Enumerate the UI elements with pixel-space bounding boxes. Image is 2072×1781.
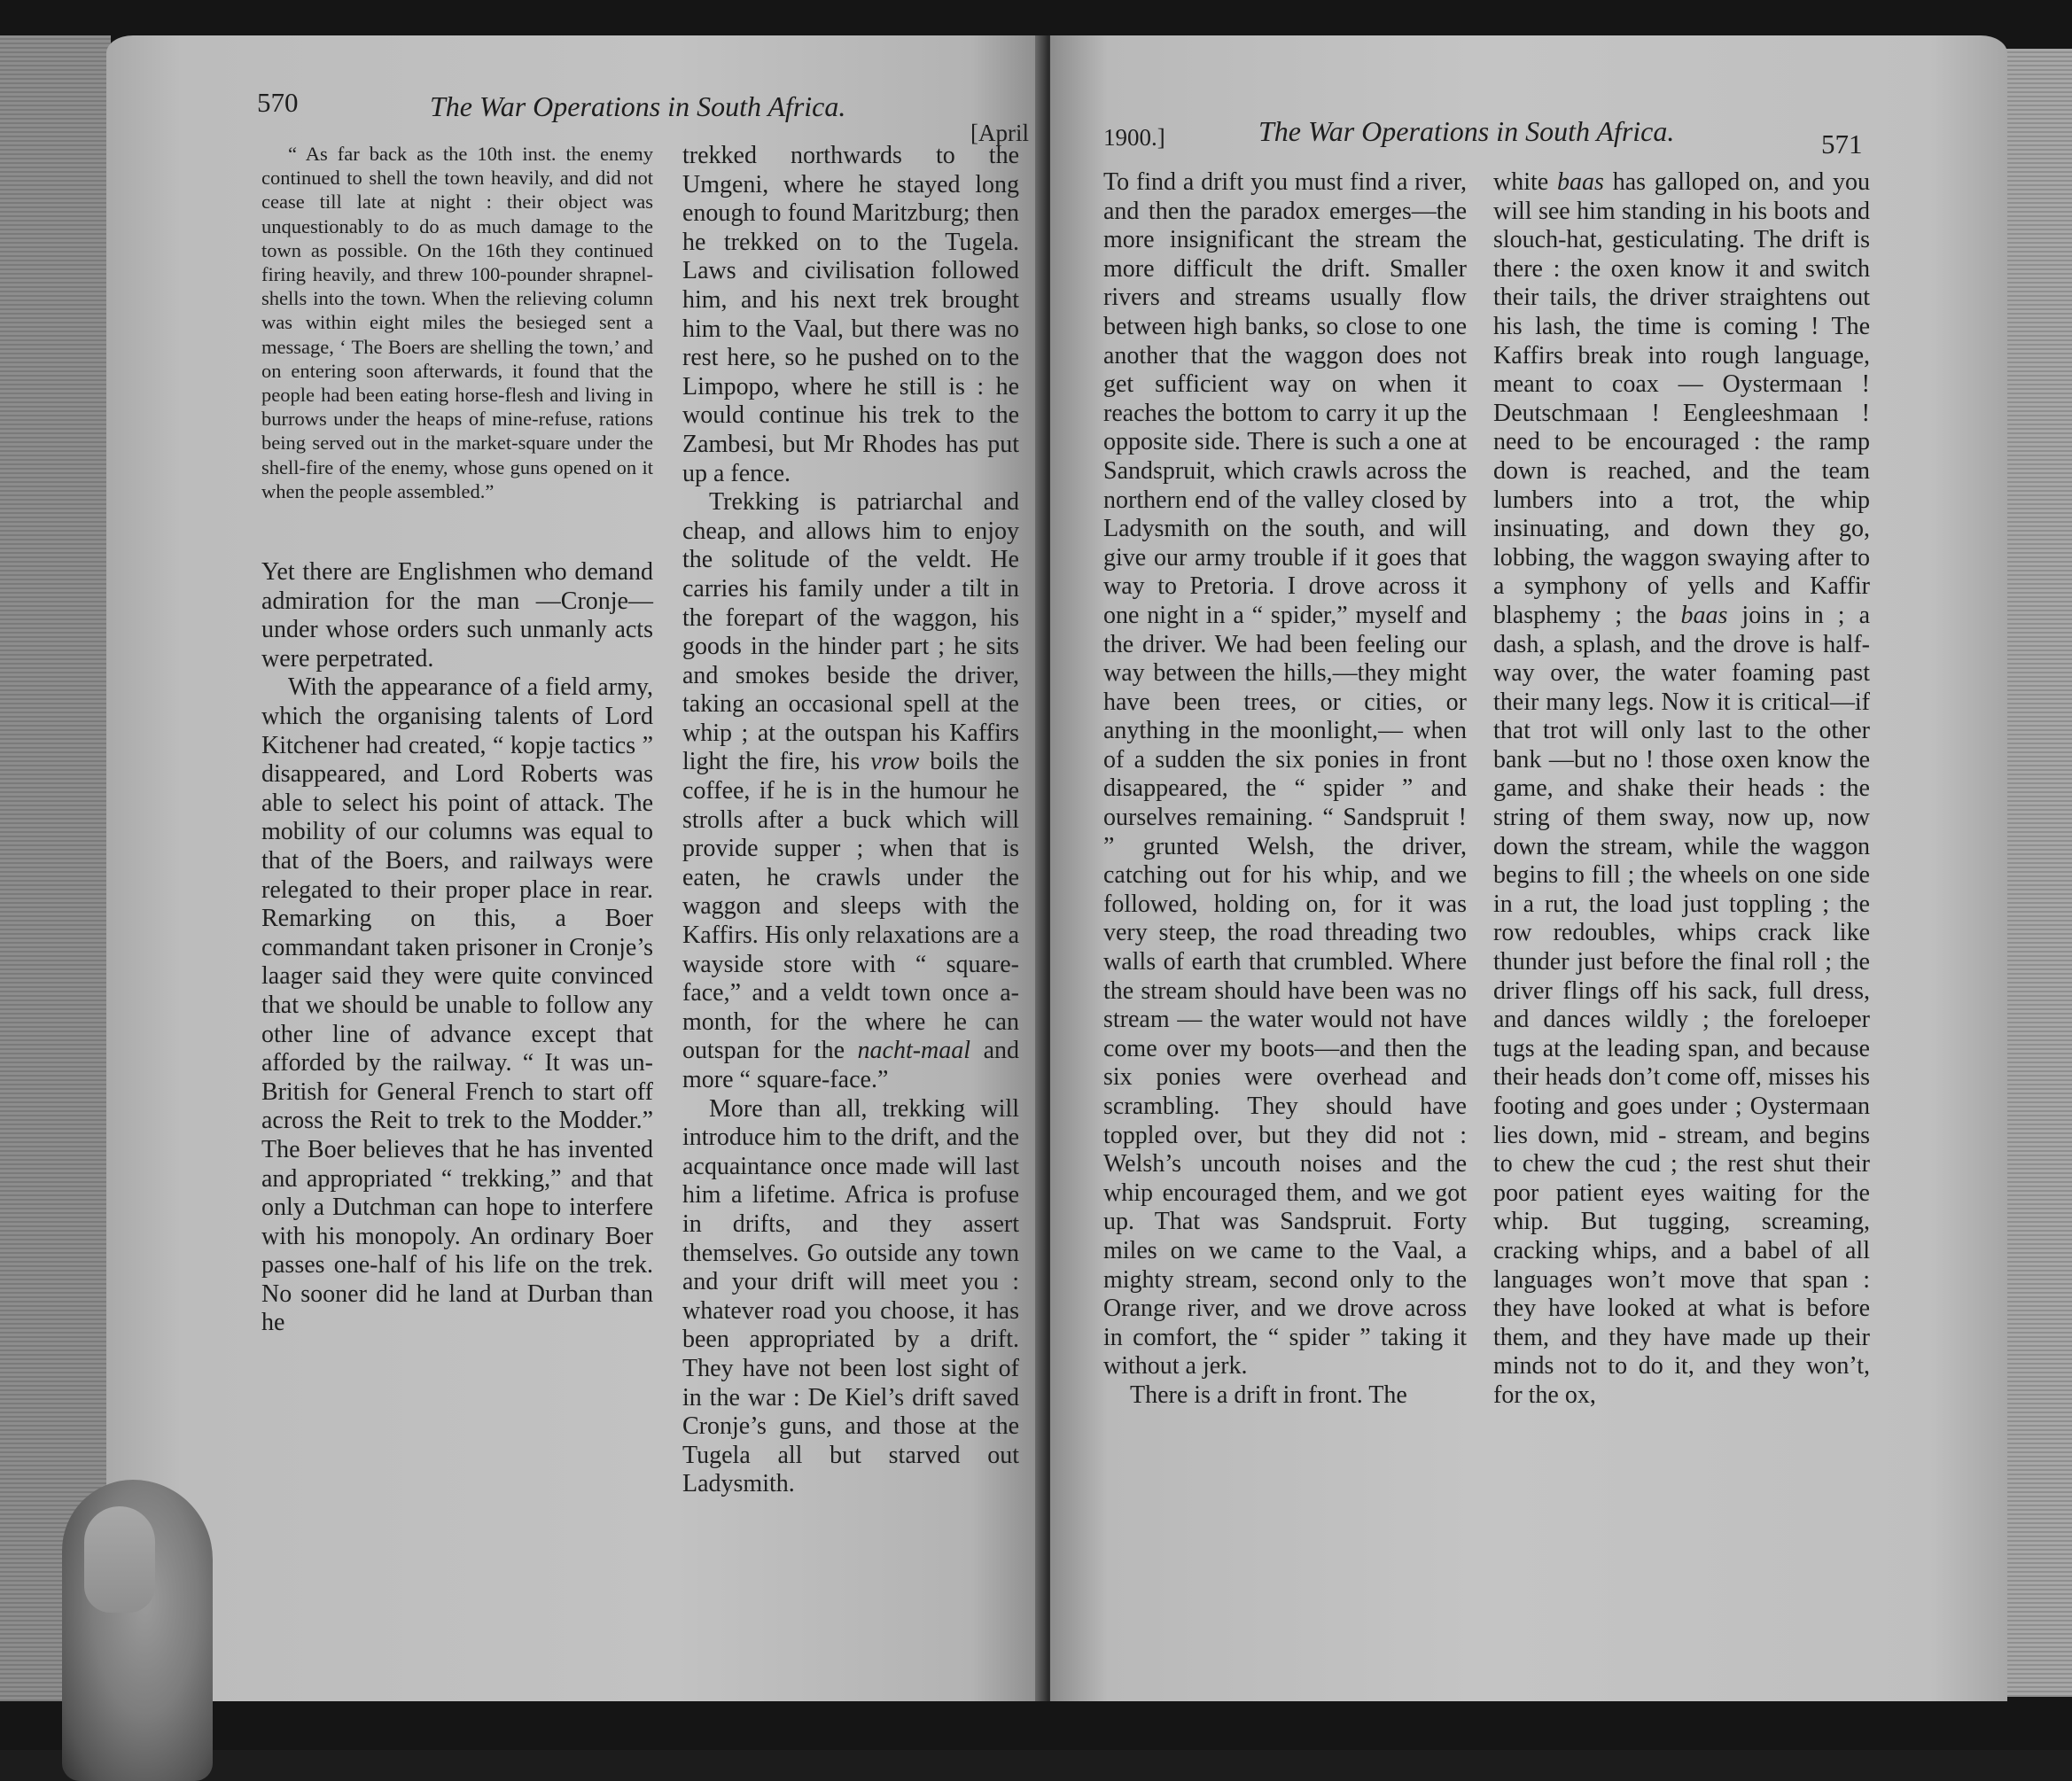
right-running-title: The War Operations in South Africa. [1258, 115, 1675, 147]
paragraph: trekked northwards to the Umgeni, where he stayed long enough to found Maritzburg; then he trekked on to the Tugela. Laws and civilisation followed him, and his next trek brought him to the Vaal, but there was no rest here, so he pushed on to the Limpopo, where he still is : he would continue his trek to the Zambesi, but Mr Rhodes has put up a fence. [682, 142, 1019, 487]
right-page-number: 571 [1821, 128, 1863, 159]
paragraph: white baas has galloped on, and you will see him standing in his boots and slouch-hat, gesticulating. The drift is there : the oxen know it and switch their tails, the driver straightens out his lash, the time is coming ! The Kaffirs break into rough language, meant to coax — Oystermaan ! Deutschmaan ! Eengleeshmaan ! need to be encouraged : the ramp down is reached, and the team lumbers into a trot, the whip insinuating, and down they go, lobbing, the waggon swaying after to a symphony of yells and Kaffir blasphemy ; the baas joins in ; a dash, a splash, and the drove is half-way over, the water foaming past their many legs. Now it is critical—if that trot will only last to the other bank —but no ! those oxen know the game, and shake their heads : the string of them sway, now up, now down the stream, while the waggon begins to fill ; the wheels on one side in a rut, the load just toppling ; the row redoubles, whips crack like thunder just before the final roll ; the driver flings off his sack, full dress, and dances wildly ; the foreloeper tugs at the leading span, and because their heads don’t come off, misses his footing and goes under ; Oystermaan lies down, mid - stream, and begins to chew the cud ; the rest shut their poor patient eyes waiting for the whip. But tugging, screaming, cracking whips, and a babel of all languages won’t move that span : they have looked at what is before them, and they have made up their minds not to do it, and they won’t, for the ox, [1493, 168, 1870, 1409]
paragraph: With the appearance of a field army, which the organising talents of Lord Kitchener had created, “ kopje tactics ” disappeared, and Lord Roberts was able to select his point of attack. The mobility of our columns was equal to that of the Boers, and railways were relegated to their proper place in rear. Remarking on this, a Boer commandant taken prisoner in Cronje’s laager said they were quite convinced that we should be unable to follow any other line of advance except that afforded by the railway. “ It was un-British for General French to start off across the Reit to trek to the Modder.” The Boer believes that he has invented and appropriated “ trekking,” and that only a Dutchman can hope to interfere with his monopoly. An ordinary Boer passes one-half of his life on the trek. No sooner did he land at Durban than he [261, 673, 653, 1337]
left-running-title: The War Operations in South Africa. [430, 90, 846, 122]
left-running-month: [April [970, 120, 1029, 146]
right-running-header [1050, 35, 2007, 159]
left-running-header [106, 35, 1046, 146]
left-page-number: 570 [257, 87, 299, 118]
paragraph: More than all, trekking will introduce him to the drift, and the acquaintance once made will last him a lifetime. Africa is profuse in drifts, and they assert themselves. Go outside any town and your drift will meet you : whatever road you choose, it has been appropriated by a drift. They have not been lost sight of in the war : De Kiel’s drift saved Cronje’s guns, and those at the Tugela all but starved out Ladysmith. [682, 1094, 1019, 1498]
right-column-1 [1103, 168, 1467, 1411]
quoted-paragraph: “ As far back as the 10th inst. the enemy continued to shell the town heavily, and did not cease till late at night : their object was unquestionably to do as much damage to the town as possible. On the 16th they continued firing heavily, and threw 100-pounder shrapnel-shells into the town. When the relieving column was within eight miles the besieged sent a message, ‘ The Boers are shelling the town,’ and on entering soon afterwards, it found that the people had been eating horse-flesh and living in burrows under the heaps of mine-refuse, rations being served out in the market-square under the shell-fire of the enemy, whose guns opened on it when the people assembled.” [261, 143, 653, 502]
paragraph: Yet there are Englishmen who demand admiration for the man —Cronje—under whose orders such unmanly acts were perpetrated. [261, 558, 653, 673]
right-column-2 [1493, 168, 1870, 1411]
left-page [106, 35, 1046, 1701]
right-page [1050, 35, 2007, 1701]
paragraph: To find a drift you must find a river, and then the paradox emerges—the more insignificant the stream the more difficult the drift. Smaller rivers and streams usually flow between high banks, so close to one another that the waggon does not get sufficient way on when it reaches the bottom to carry it up the opposite side. There is such a one at Sandspruit, which crawls across the northern end of the valley closed by Ladysmith on the south, and will give our army trouble if it goes that way to Pretoria. I drove across it one night in a “ spider,” myself and the driver. We had been feeling our way between the hills,—they might have been trees, or cities, or anything in the moonlight,— when of a sudden the six ponies in front disappeared, the “ spider ” and ourselves remaining. “ Sandspruit ! ” grunted Welsh, the driver, catching out for his whip, and we followed, holding on, for it was very steep, the road threading two walls of earth that crumbled. Where the stream should have been was no stream — the water would not have come over my boots—and then the six ponies were overhead and scrambling. They should have toppled over, but they did not : Welsh’s uncouth noises and the whip encouraged them, and we got up. That was Sandspruit. Forty miles on we came to the Vaal, a mighty stream, second only to the Orange river, and we drove across in comfort, the “ spider ” taking it without a jerk. [1103, 168, 1467, 1380]
thumbnail [84, 1506, 155, 1613]
left-page-edges [0, 35, 111, 1701]
left-column-1 [261, 142, 653, 1338]
paragraph: There is a drift in front. The [1130, 1380, 1407, 1409]
right-running-month: 1900.] [1103, 124, 1165, 151]
paragraph: Trekking is patriarchal and cheap, and allows him to enjoy the solitude of the veldt. He carries his family under a tilt in the forepart of the waggon, his goods in the hinder part ; he sits and smokes beside the driver, taking an occasional spell at the whip ; at the outspan his Kaffirs light the fire, his vrow boils the coffee, if he is in the humour he strolls after a buck which will provide supper ; when that is eaten, he crawls under the waggon and sleeps with the Kaffirs. His only relaxations are a wayside store with “ square-face,” and a veldt town once a-month, for the where he can outspan for the nacht-maal and more “ square-face.” [682, 488, 1019, 1093]
left-column-2 [682, 142, 1019, 1499]
